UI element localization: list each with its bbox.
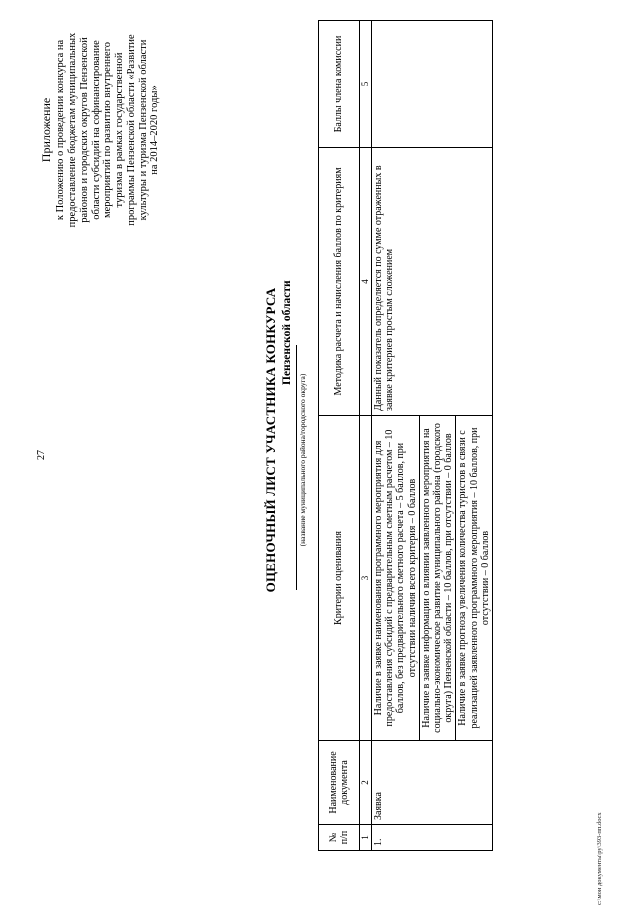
appendix-line: районов и городских округов Пензенской [78,37,90,223]
region-label: Пензенской области [281,280,293,385]
column-number: 1 [360,825,372,851]
header-number: № п/п [319,825,360,851]
header-score: Баллы члена комиссии [319,21,360,148]
appendix-line: программы Пензенской области «Развитие [125,34,137,226]
evaluation-table [318,20,493,851]
row-number: 1. [372,825,493,851]
criterion-cell [419,416,456,741]
criterion-cell [372,416,420,741]
criterion-text: Наличие в заявке информации о влиянии заявленного мероприятия на социально-экономическое развитие муниципального района (городского округа) Пензенской области – 10 баллов, при отсутствии – 0 баллов [420,423,455,733]
criterion-cell [456,416,493,741]
column-number: 2 [360,741,372,825]
page-number: 27 [36,450,47,460]
column-number-row [360,21,372,851]
file-path: c:\мои документы\ру\393-пп.docx [596,812,603,905]
column-number: 3 [360,416,372,741]
appendix-line: культуры и туризма Пензенской области [137,39,149,221]
appendix-line: предоставление бюджетам муниципальных [67,32,79,228]
row-document: Заявка [372,741,493,825]
row-score[interactable] [372,21,493,148]
criterion-text: Наличие в заявке прогноза увеличения количества туристов в связи с реализацией заявленного программного мероприятия – 10 баллов, при отсутствии – 0 баллов [457,427,491,729]
header-document: Наименование документа [319,741,360,825]
column-number: 5 [360,21,372,148]
appendix-line: мероприятий по развитию внутреннего [102,41,114,219]
appendix-line: туризма в рамках государственной [114,52,126,208]
appendix-block [40,15,161,245]
appendix-title: Приложение [39,97,53,163]
table-header-row [319,21,360,851]
appendix-line: к Положению о проведении конкурса на [55,39,67,221]
municipality-name-line [296,345,297,590]
row-methodology: Данный показатель определяется по сумме отраженных в заявке критериев простым сложением [372,148,493,416]
column-number: 4 [360,148,372,416]
criterion-text: Наличие в заявке наименования программного мероприятия для предоставления субсидий с предварительным сметным расчетом – 10 баллов, без предварительного сметного расчета – 5 баллов, при отсутствии наличия всего критерия – 0 баллов [373,429,418,727]
header-criteria: Критерии оценивания [319,416,360,741]
appendix-line: на 2014–2020 годы» [149,85,161,175]
form-title: ОЦЕНОЧНЫЙ ЛИСТ УЧАСТНИКА КОНКУРСА [263,287,278,593]
municipality-name-hint: (название муниципального района/городского округа) [298,373,307,547]
appendix-line: области субсидий на софинансирование [90,40,102,220]
header-methodology: Методика расчета и начисления баллов по критериям [319,148,360,416]
table-row [372,21,420,851]
